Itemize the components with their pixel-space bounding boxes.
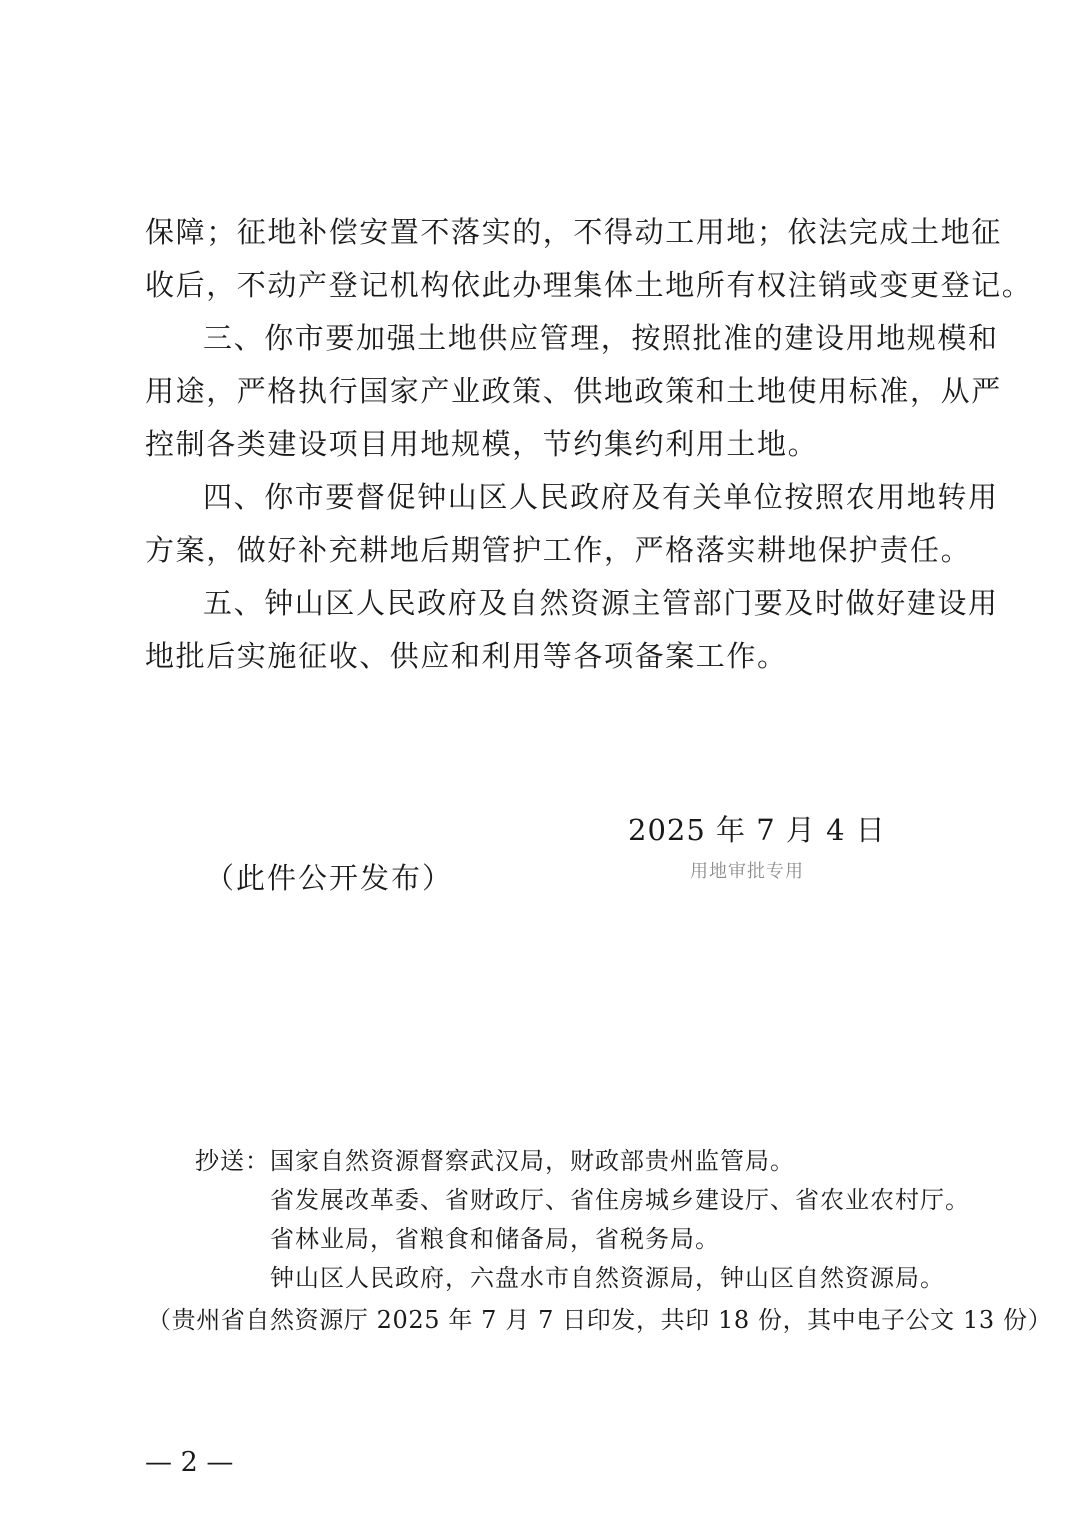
paragraph-five-start: 五、钟山区人民政府及自然资源主管部门要及时做好建设用 [203,586,999,620]
seal-residue: 用地审批专用 [690,861,804,882]
cc-label: 抄送： [195,1147,270,1175]
cc-recipient: 省发展改革委、省财政厅、省住房城乡建设厅、省农业农村厅。 [270,1186,970,1214]
issue-date: 2025 年 7 月 4 日 [628,813,886,847]
body-text [145,206,1033,683]
body-line: 方案，做好补充耕地后期管护工作，严格落实耕地保护责任。 [145,533,972,567]
body-line: 用途，严格执行国家产业政策、供地政策和土地使用标准，从严 [145,374,1002,408]
cc-recipient: 钟山区人民政府，六盘水市自然资源局，钟山区自然资源局。 [270,1264,945,1292]
body-line: 收后，不动产登记机构依此办理集体土地所有权注销或变更登记。 [145,268,1033,302]
cc-list [195,1142,970,1298]
page-number: — 2 — [145,1447,234,1478]
body-line: 控制各类建设项目用地规模，节约集约利用土地。 [145,427,819,461]
cc-row [195,1142,955,1181]
paragraph-four-start: 四、你市要督促钟山区人民政府及有关单位按照农用地转用 [203,480,999,514]
print-info: （贵州省自然资源厅 2025 年 7 月 7 日印发，共印 18 份，其中电子公文 13 份） [147,1306,1053,1334]
paragraph-three-start: 三、你市要加强土地供应管理，按照批准的建设用地规模和 [203,321,999,355]
body-line: 地批后实施征收、供应和利用等各项备案工作。 [145,639,788,673]
public-release-note: （此件公开发布） [205,861,454,895]
body-line: 保障；征地补偿安置不落实的，不得动工用地；依法完成土地征 [145,215,1002,249]
cc-recipient: 国家自然资源督察武汉局，财政部贵州监管局。 [270,1147,795,1175]
cc-recipient: 省林业局，省粮食和储备局，省税务局。 [270,1225,720,1253]
